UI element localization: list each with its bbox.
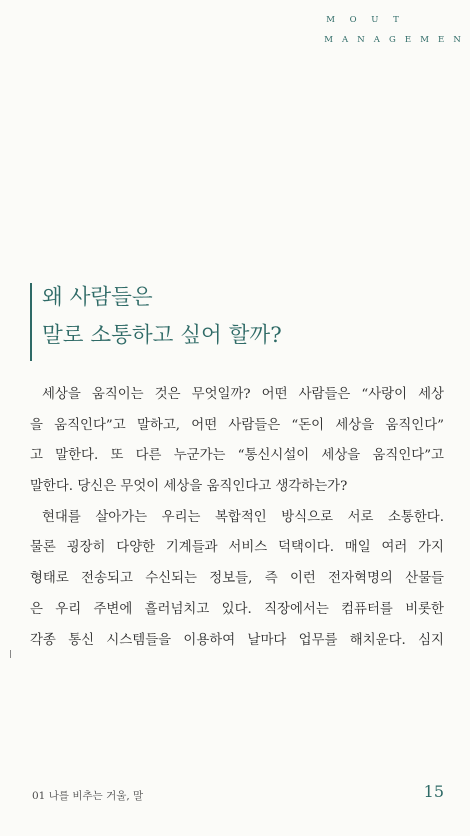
- heading-vertical-rule: [30, 283, 32, 361]
- body-line: 형태로 전송되고 수신되는 정보들, 즉 이런 전자혁명의 산물들: [30, 571, 444, 587]
- body-line: 말한다. 당신은 무엇이 세상을 움직인다고 생각하는가?: [30, 479, 348, 495]
- running-head-line-1: M O U T: [326, 15, 405, 25]
- heading-line-2: 말로 소통하고 싶어 할까?: [42, 323, 282, 348]
- running-head: [324, 10, 464, 50]
- body-text: [30, 380, 444, 656]
- body-line: 세상을 움직이는 것은 무엇일까? 어떤 사람들은 “사랑이 세상: [42, 387, 444, 402]
- heading-line-1: 왜 사람들은: [42, 285, 153, 310]
- body-line: 고 말한다. 또 다른 누군가는 “통신시설이 세상을 움직인다”고: [30, 448, 444, 464]
- margin-mark: [10, 650, 11, 658]
- body-line: 현대를 살아가는 우리는 복합적인 방식으로 서로 소통한다.: [42, 509, 444, 525]
- body-line: 은 우리 주변에 흘러넘치고 있다. 직장에서는 컴퓨터를 비롯한: [30, 601, 444, 617]
- body-line: 물론 굉장히 다양한 기계들과 서비스 덕택이다. 매일 여러 가지: [30, 540, 444, 556]
- page-number: 15: [423, 782, 444, 801]
- body-line: 각종 통신 시스템들을 이용하여 날마다 업무를 해치운다. 심지: [30, 632, 444, 648]
- running-head-line-2: M A N A G E M E N: [324, 35, 464, 45]
- footer-chapter-title: 01 나를 비추는 거울, 말: [32, 790, 144, 802]
- body-line: 을 움직인다”고 말하고, 어떤 사람들은 “돈이 세상을 움직인다”: [30, 417, 444, 433]
- section-heading: [30, 283, 440, 361]
